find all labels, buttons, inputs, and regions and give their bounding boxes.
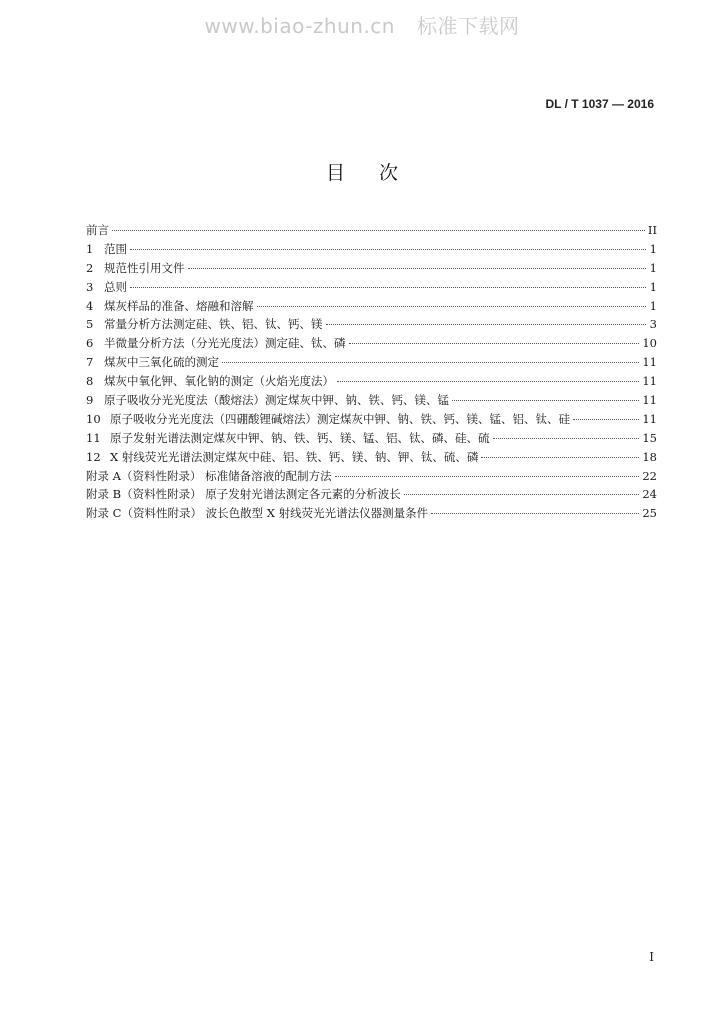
toc-entry-page: 11 [642, 355, 657, 370]
toc-entry-label: 总则 [104, 279, 127, 294]
toc-entry-number: 1 [86, 241, 94, 256]
toc-entry-5[interactable] [86, 315, 657, 334]
toc-entry-label: 附录 A（资料性附录） 标准储备溶液的配制方法 [86, 468, 332, 483]
toc-entry-label: 煤灰中氧化钾、氧化钠的测定（火焰光度法） [104, 374, 334, 389]
dot-leader [573, 419, 639, 420]
toc-entry-label: 原子吸收分光光度法（四硼酸锂碱熔法）测定煤灰中钾、钠、铁、钙、镁、锰、铝、钛、硅 [110, 411, 570, 426]
toc-entry-page: 1 [649, 279, 657, 294]
dot-leader [431, 513, 639, 514]
toc-entry-6[interactable] [86, 334, 657, 353]
toc-entry-page: 11 [642, 411, 657, 426]
watermark-site: www.biao-zhun.cn [204, 14, 395, 38]
toc-entry-12[interactable] [86, 448, 657, 467]
toc-title: 目次 [325, 162, 432, 184]
toc-entry-label: 附录 B（资料性附录） 原子发射光谱法测定各元素的分析波长 [86, 487, 401, 502]
toc-entry-1[interactable] [86, 240, 657, 259]
toc-entry-number: 9 [86, 393, 94, 408]
toc-entry-4[interactable] [86, 297, 657, 316]
table-of-contents [86, 221, 657, 523]
toc-entry-page: 25 [642, 506, 657, 521]
dot-leader [337, 381, 639, 382]
watermark [0, 10, 724, 39]
dot-leader [326, 324, 647, 325]
toc-entry-label: 附录 C（资料性附录） 波长色散型 X 射线荧光光谱法仪器测量条件 [86, 506, 429, 521]
toc-entry-label: 原子发射光谱法测定煤灰中钾、钠、铁、钙、镁、锰、铝、钛、磷、硅、硫 [110, 430, 490, 445]
toc-entry-label: 前言 [86, 223, 109, 237]
dot-leader [452, 400, 639, 401]
toc-entry-page: 1 [649, 260, 657, 275]
toc-entry-number: 4 [86, 298, 94, 313]
toc-entry-label: 煤灰中三氧化硫的测定 [104, 355, 219, 370]
toc-entry-page: 1 [649, 298, 657, 313]
dot-leader [404, 494, 640, 495]
toc-entry-11[interactable] [86, 429, 657, 448]
toc-entry-page: 18 [642, 449, 657, 464]
toc-entry-page: 10 [642, 336, 657, 351]
toc-entry-8[interactable] [86, 372, 657, 391]
toc-entry-number: 12 [86, 449, 101, 464]
dot-leader [481, 457, 639, 458]
toc-entry-page: II [647, 223, 657, 237]
dot-leader [222, 362, 639, 363]
toc-entry-label: 煤灰样品的准备、熔融和溶解 [104, 298, 254, 313]
watermark-name: 标准下载网 [416, 14, 520, 38]
toc-entry-page: 15 [642, 430, 657, 445]
standard-code: DL / T 1037 — 2016 [545, 97, 654, 111]
toc-entry-number: 5 [86, 317, 94, 332]
toc-entry-page: 11 [642, 393, 657, 408]
toc-entry-number: 7 [86, 355, 94, 370]
dot-leader [335, 476, 640, 477]
toc-entry-page: 22 [642, 468, 657, 483]
toc-entry-foreword[interactable] [86, 221, 657, 240]
dot-leader [257, 306, 647, 307]
dot-leader [188, 268, 647, 269]
toc-entry-annex-c[interactable] [86, 504, 657, 523]
dot-leader [130, 249, 646, 250]
toc-entry-label: 原子吸收分光光度法（酸熔法）测定煤灰中钾、钠、铁、钙、镁、锰 [104, 393, 449, 408]
page-number: I [649, 950, 654, 964]
toc-entry-label: 规范性引用文件 [104, 260, 185, 275]
dot-leader [112, 230, 645, 231]
toc-entry-3[interactable] [86, 278, 657, 297]
toc-entry-label: 常量分析方法测定硅、铁、铝、钛、钙、镁 [104, 317, 323, 332]
toc-entry-number: 11 [86, 430, 101, 445]
toc-entry-page: 24 [642, 487, 657, 502]
toc-entry-label: X 射线荧光光谱法测定煤灰中硅、铝、铁、钙、镁、钠、钾、钛、硫、磷 [110, 449, 479, 464]
toc-entry-number: 3 [86, 279, 94, 294]
toc-entry-number: 8 [86, 374, 94, 389]
toc-entry-9[interactable] [86, 391, 657, 410]
toc-entry-number: 10 [86, 411, 101, 426]
toc-entry-label: 范围 [104, 241, 127, 256]
dot-leader [130, 287, 646, 288]
toc-entry-annex-b[interactable] [86, 485, 657, 504]
toc-entry-page: 3 [649, 317, 657, 332]
toc-entry-7[interactable] [86, 353, 657, 372]
toc-entry-page: 1 [649, 241, 657, 256]
toc-entry-number: 6 [86, 336, 94, 351]
toc-entry-2[interactable] [86, 259, 657, 278]
dot-leader [493, 438, 640, 439]
toc-entry-label: 半微量分析方法（分光光度法）测定硅、钛、磷 [104, 336, 346, 351]
dot-leader [349, 343, 640, 344]
toc-entry-annex-a[interactable] [86, 467, 657, 486]
toc-entry-page: 11 [642, 374, 657, 389]
toc-entry-10[interactable] [86, 410, 657, 429]
toc-entry-number: 2 [86, 260, 94, 275]
